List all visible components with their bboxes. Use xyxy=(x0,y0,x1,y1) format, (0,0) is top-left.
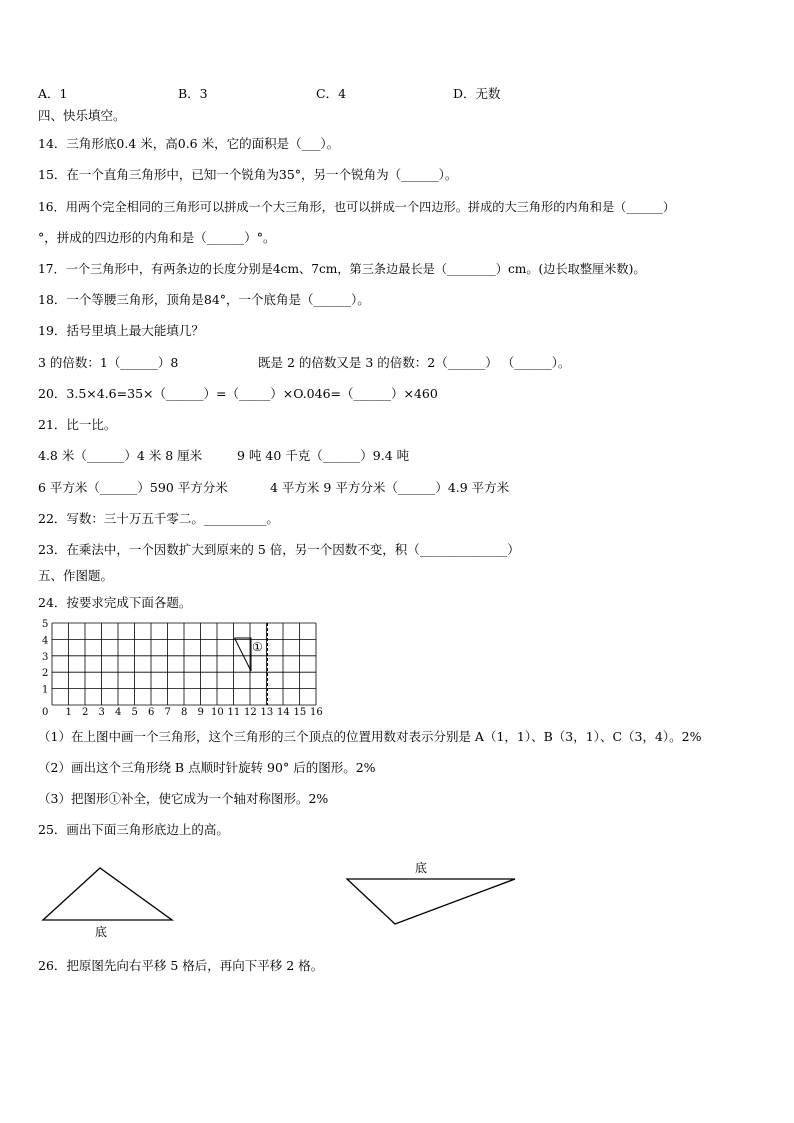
question-22: 22．写数：三十万五千零二。__________。 xyxy=(38,511,279,526)
question-16-line-1: 16．用两个完全相同的三角形可以拼成一个大三角形，也可以拼成一个四边形。拼成的大三角形的内角和是（______） xyxy=(38,200,676,214)
section-4-heading: 四、快乐填空。 xyxy=(38,108,126,123)
question-21-row1-b: 9 吨 40 千克（______）9.4 吨 xyxy=(237,448,410,463)
grid-x-label: 13 xyxy=(260,707,274,718)
grid-x-label: 1 xyxy=(65,707,72,718)
question-19-part-b: 既是 2 的倍数又是 3 的倍数：2（______） （______）。 xyxy=(258,355,571,370)
grid-x-label: 12 xyxy=(244,707,257,718)
question-21: 21．比一比。 xyxy=(38,417,117,432)
grid-x-label: 2 xyxy=(82,707,89,718)
grid-y-label: 3 xyxy=(42,651,49,663)
question-19-part-a: 3 的倍数：1（______）8 xyxy=(38,355,179,370)
question-18: 18．一个等腰三角形，顶角是84°，一个底角是（______）。 xyxy=(38,292,370,307)
question-21-row2-a: 6 平方米（______）590 平方分米 xyxy=(38,480,228,495)
triangle-left-base-label: 底 xyxy=(95,925,108,939)
grid-x-label: 7 xyxy=(164,707,171,718)
question-14: 14．三角形底0.4 米，高0.6 米，它的面积是（___）。 xyxy=(38,136,340,151)
grid-x-label: 9 xyxy=(197,707,204,718)
triangle-right xyxy=(340,855,525,930)
section-5-heading: 五、作图题。 xyxy=(38,568,114,583)
option-d: D．无数 xyxy=(453,86,501,101)
question-21-row2-b: 4 平方米 9 平方分米（______）4.9 平方米 xyxy=(270,480,510,495)
triangle-left xyxy=(40,865,180,945)
question-20: 20．3.5×4.6=35×（______）=（_____）×O.046=（______）×460 xyxy=(38,386,438,401)
question-25: 25．画出下面三角形底边上的高。 xyxy=(38,822,229,837)
question-19: 19．括号里填上最大能填几？ xyxy=(38,323,204,338)
question-24-part-3: （3）把图形①补全，使它成为一个轴对称图形。2% xyxy=(38,791,329,806)
shape-1-outline xyxy=(235,638,252,671)
question-15: 15．在一个直角三角形中，已知一个锐角为35°，另一个锐角为（______）。 xyxy=(38,167,458,182)
option-a: A．1 xyxy=(38,86,68,101)
grid-y-label: 2 xyxy=(42,668,49,680)
shape-1-label: ① xyxy=(252,640,263,654)
grid-x-label: 16 xyxy=(310,707,323,718)
option-c: C．4 xyxy=(316,86,347,101)
question-24-part-1: （1）在上图中画一个三角形，这个三角形的三个顶点的位置用数对表示分别是 A（1，1）、B（3，1）、C（3，4）。2% xyxy=(38,729,702,744)
question-21-row1-a: 4.8 米（______）4 米 8 厘米 xyxy=(38,448,203,463)
question-23: 23．在乘法中，一个因数扩大到原来的 5 倍，另一个因数不变，积（______________） xyxy=(38,542,520,557)
grid-y-label: 5 xyxy=(42,619,49,630)
grid-x-label: 8 xyxy=(181,707,188,718)
grid-x-label: 4 xyxy=(115,707,122,718)
question-17: 17．一个三角形中，有两条边的长度分别是4cm、7cm，第三条边最长是（________）cm。(边长取整厘米数)。 xyxy=(38,262,646,276)
grid-y-label: 4 xyxy=(42,635,49,647)
grid-x-label: 11 xyxy=(227,707,241,718)
grid-x-label: 5 xyxy=(131,707,138,718)
question-26: 26．把原图先向右平移 5 格后，再向下平移 2 格。 xyxy=(38,958,324,973)
grid-x-label: 14 xyxy=(277,707,290,718)
question-24: 24．按要求完成下面各题。 xyxy=(38,595,192,610)
grid-x-label: 0 xyxy=(42,707,49,718)
coordinate-grid xyxy=(30,615,330,720)
question-24-part-2: （2）画出这个三角形绕 B 点顺时针旋转 90° 后的图形。2% xyxy=(38,760,376,775)
grid-x-label: 10 xyxy=(211,707,224,718)
triangle-right-base-label: 底 xyxy=(415,861,428,875)
question-16-line-2: °，拼成的四边形的内角和是（______）°。 xyxy=(38,230,276,245)
grid-y-label: 1 xyxy=(42,684,49,696)
option-b: B．3 xyxy=(178,86,208,101)
grid-x-label: 6 xyxy=(148,707,155,718)
grid-x-label: 3 xyxy=(98,707,105,718)
grid-x-label: 15 xyxy=(293,707,307,718)
